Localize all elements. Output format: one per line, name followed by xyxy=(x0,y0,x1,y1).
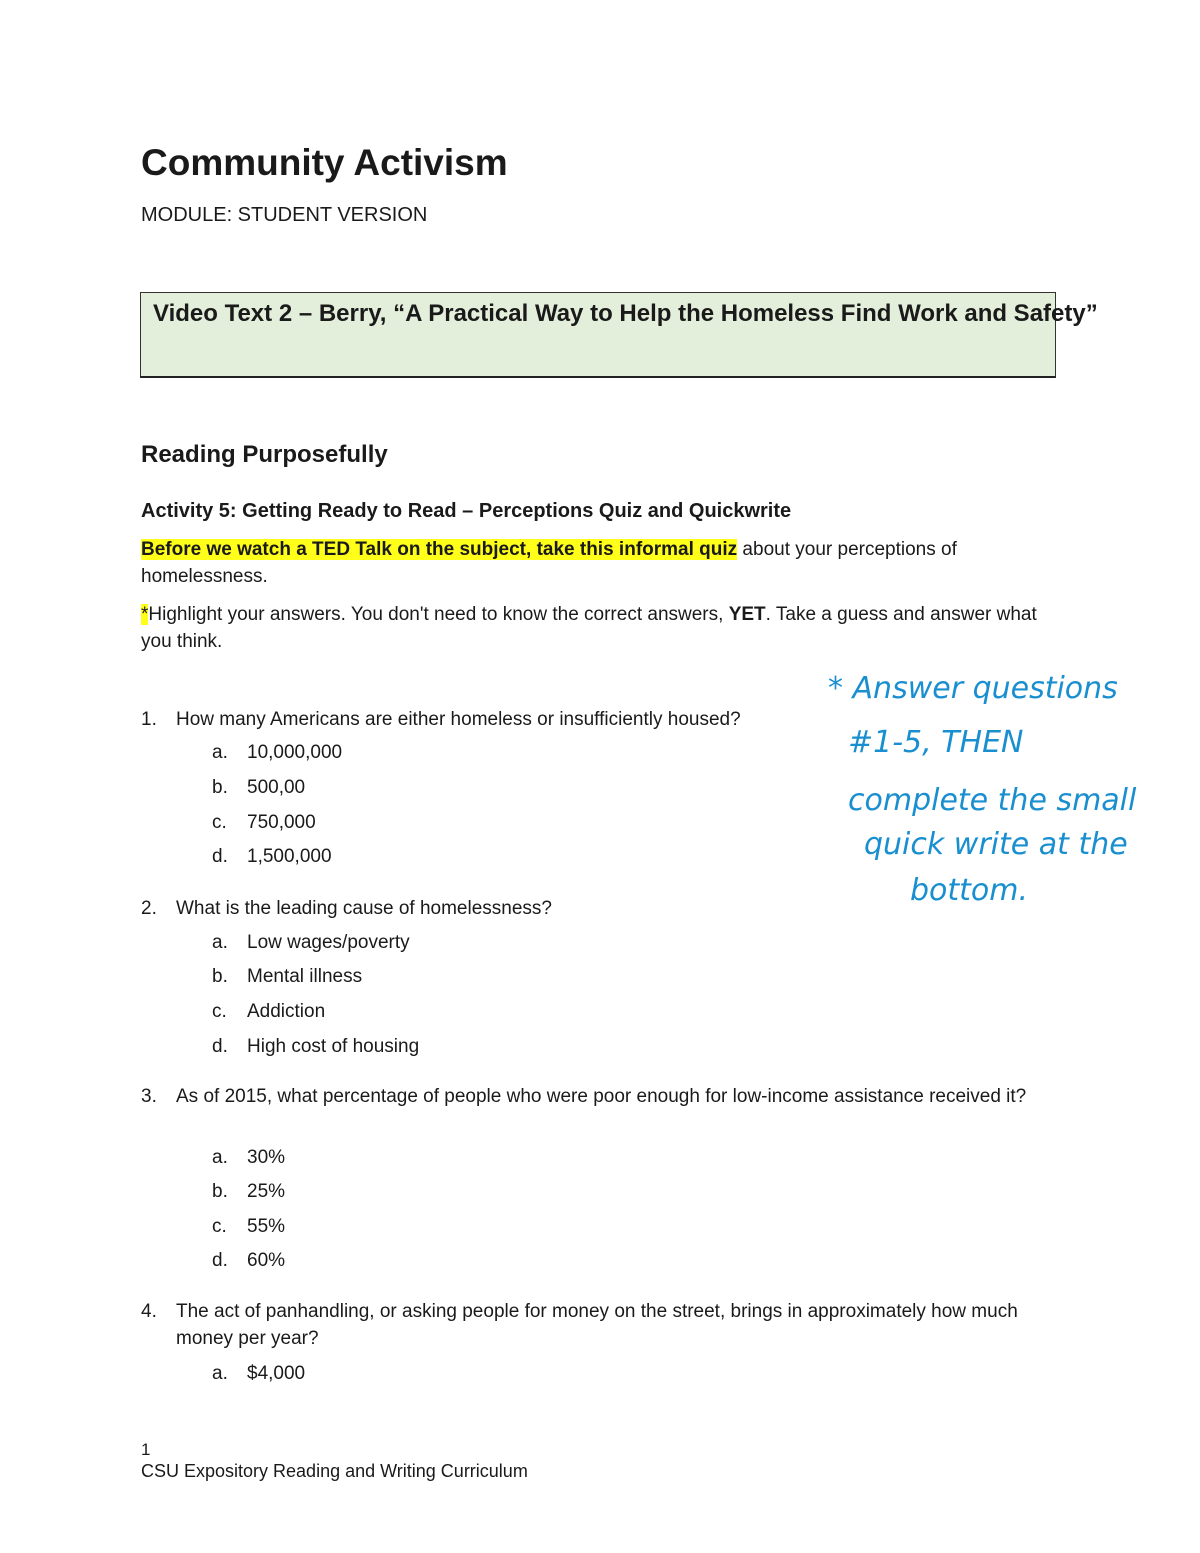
option-text: Low wages/poverty xyxy=(247,932,410,953)
option-1d[interactable] xyxy=(212,843,332,870)
question-3 xyxy=(141,1083,1031,1110)
handwritten-line-4: quick write at the xyxy=(864,827,1128,862)
option-2a[interactable] xyxy=(212,929,410,956)
question-4 xyxy=(141,1298,1031,1352)
intro-highlight: Before we watch a TED Talk on the subject, take this informal quiz xyxy=(141,539,738,560)
handwritten-line-2: #1-5, THEN xyxy=(848,725,1024,760)
option-1b[interactable] xyxy=(212,774,305,801)
question-text: As of 2015, what percentage of people who were poor enough for low-income assistance received it? xyxy=(176,1086,1027,1107)
option-letter: d. xyxy=(212,1036,228,1057)
instruction-text-a: Highlight your answers. You don't need to know the correct answers, xyxy=(148,604,729,625)
option-text: High cost of housing xyxy=(247,1036,420,1057)
handwritten-line-3: complete the small xyxy=(848,783,1137,818)
instruction-yet: YET xyxy=(728,604,766,625)
option-text: Mental illness xyxy=(247,966,363,987)
question-number: 1. xyxy=(141,709,157,730)
asterisk-mark: * xyxy=(141,604,149,625)
option-text: Addiction xyxy=(247,1001,326,1022)
page-number: 1 xyxy=(141,1440,151,1459)
instruction-text-b: . Take a guess and answer what you think. xyxy=(141,604,1037,652)
handwritten-line-1: * Answer questions xyxy=(828,671,1118,706)
option-letter: a. xyxy=(212,932,228,953)
option-letter: a. xyxy=(212,1363,228,1384)
option-letter: d. xyxy=(212,1250,228,1271)
option-text: $4,000 xyxy=(247,1363,306,1384)
option-text: 1,500,000 xyxy=(247,846,332,867)
option-letter: c. xyxy=(212,812,227,833)
handwritten-note xyxy=(800,660,1200,920)
option-text: 55% xyxy=(247,1216,286,1237)
question-number: 2. xyxy=(141,898,157,919)
option-3a[interactable] xyxy=(212,1144,285,1171)
section-heading: Reading Purposefully xyxy=(141,441,388,468)
option-3b[interactable] xyxy=(212,1178,285,1205)
option-letter: b. xyxy=(212,777,228,798)
intro-rest: about your perceptions of homelessness. xyxy=(141,539,957,587)
option-letter: b. xyxy=(212,1181,228,1202)
activity-heading: Activity 5: Getting Ready to Read – Perceptions Quiz and Quickwrite xyxy=(141,500,792,522)
option-letter: c. xyxy=(212,1216,227,1237)
option-2d[interactable] xyxy=(212,1033,419,1060)
intro-paragraph xyxy=(141,536,1061,590)
option-text: 30% xyxy=(247,1147,286,1168)
option-letter: a. xyxy=(212,742,228,763)
option-letter: b. xyxy=(212,966,228,987)
question-number: 4. xyxy=(141,1301,157,1322)
option-4a[interactable] xyxy=(212,1360,305,1387)
option-3d[interactable] xyxy=(212,1247,285,1274)
option-text: 60% xyxy=(247,1250,286,1271)
option-text: 750,000 xyxy=(247,812,316,833)
option-letter: a. xyxy=(212,1147,228,1168)
handwritten-line-5: bottom. xyxy=(910,873,1029,908)
footer-text: CSU Expository Reading and Writing Curriculum xyxy=(141,1461,528,1481)
question-text: How many Americans are either homeless or insufficiently housed? xyxy=(176,709,741,730)
video-text-title: Video Text 2 – Berry, “A Practical Way to Help the Homeless Find Work and Safety” xyxy=(153,300,1098,327)
option-letter: c. xyxy=(212,1001,227,1022)
question-text: What is the leading cause of homelessness? xyxy=(176,898,552,919)
option-1a[interactable] xyxy=(212,739,342,766)
option-1c[interactable] xyxy=(212,809,316,836)
option-text: 500,00 xyxy=(247,777,306,798)
instruction-paragraph xyxy=(141,601,1061,655)
option-2c[interactable] xyxy=(212,998,325,1025)
module-subtitle: MODULE: STUDENT VERSION xyxy=(141,204,428,226)
document-title: Community Activism xyxy=(141,142,508,183)
option-letter: d. xyxy=(212,846,228,867)
option-text: 10,000,000 xyxy=(247,742,343,763)
option-3c[interactable] xyxy=(212,1213,285,1240)
question-number: 3. xyxy=(141,1086,157,1107)
video-text-box xyxy=(140,292,1098,378)
option-2b[interactable] xyxy=(212,963,362,990)
question-text: The act of panhandling, or asking people for money on the street, brings in approximately how much money per year? xyxy=(176,1301,1018,1349)
option-text: 25% xyxy=(247,1181,286,1202)
